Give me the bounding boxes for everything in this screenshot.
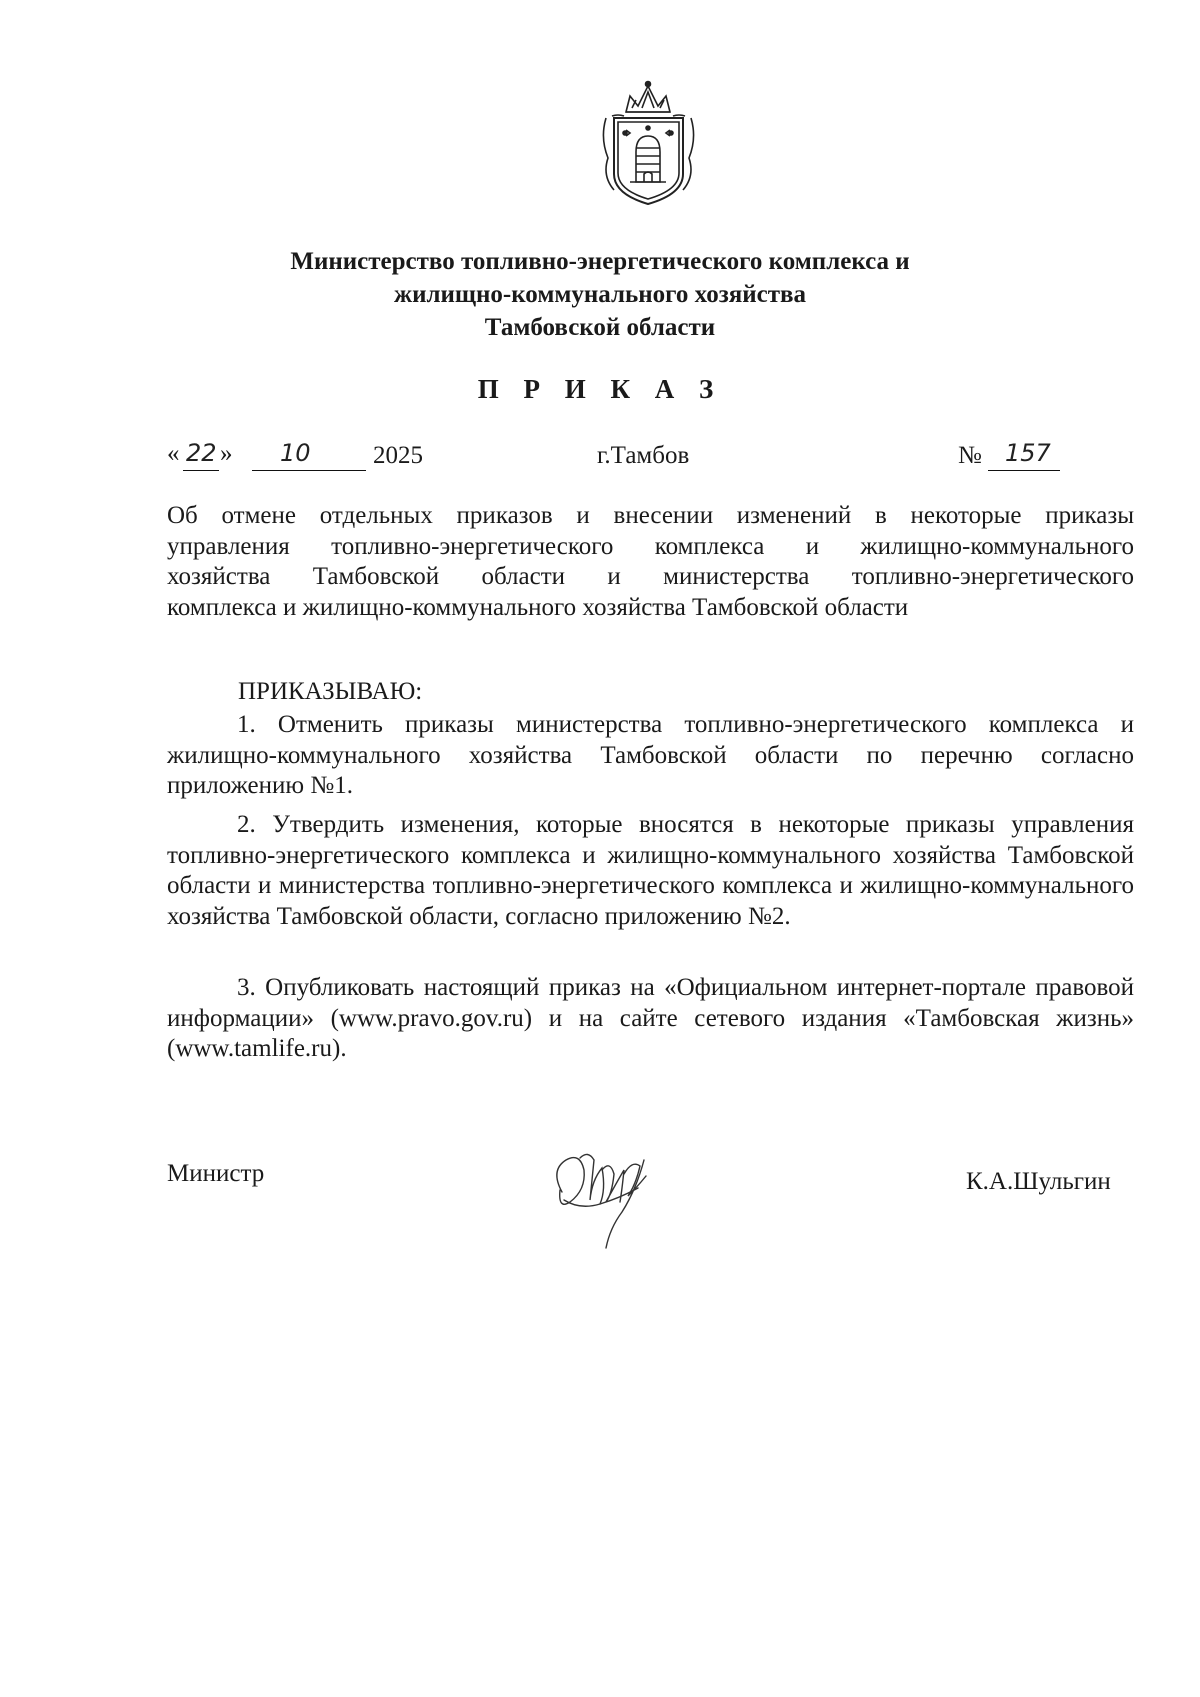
- number-label: №: [958, 442, 982, 469]
- handwritten-signature-icon: [540, 1130, 670, 1260]
- paragraph-1: 1. Отменить приказы министерства топливно-энергетического комплекса и жилищно-коммунального хозяйства Тамбовской области по перечню согласно приложению №1.: [167, 711, 1134, 799]
- document-title: П Р И К А З: [477, 374, 723, 404]
- signatory-position: Министр: [167, 1160, 265, 1187]
- organization-line-1: Министерство топливно-энергетического комплекса и: [290, 248, 910, 275]
- month-underline: [252, 470, 366, 471]
- date-quote-close: »: [220, 440, 233, 467]
- directive-heading: ПРИКАЗЫВАЮ:: [238, 678, 423, 705]
- paragraph-2: 2. Утвердить изменения, которые вносятся в некоторые приказы управления топливно-энергетического комплекса и жилищно-коммунального хозяйства Тамбовской области и министерства топливно-энергетического комплекса и жилищно-коммунального хозяйства Тамбовской области, согласно приложению №2.: [167, 811, 1134, 930]
- order-subject: [167, 501, 1134, 623]
- date-day: 22: [186, 439, 217, 467]
- number-underline: [988, 470, 1060, 471]
- date-year: 2025: [373, 442, 423, 469]
- tambov-coat-of-arms-icon: [596, 78, 701, 213]
- organization-line-3: Тамбовской области: [484, 314, 716, 341]
- subject-line-4: комплекса и жилищно-коммунального хозяйства Тамбовской области: [167, 593, 909, 621]
- date-month: 10: [280, 439, 311, 467]
- organization-heading: [200, 245, 1000, 344]
- order-number: 157: [1005, 439, 1051, 467]
- subject-line-2: управления топливно-энергетического комплекса и жилищно-коммунального: [167, 532, 1134, 560]
- paragraph-3: 3. Опубликовать настоящий приказ на «Официальном интернет-портале правовой информации» (www.pravo.gov.ru) и на сайте сетевого издания «Тамбовская жизнь» (www.tamlife.ru).: [167, 974, 1134, 1062]
- signatory-name: К.А.Шульгин: [966, 1168, 1111, 1195]
- subject-line-3: хозяйства Тамбовской области и министерства топливно-энергетического: [167, 563, 1134, 590]
- date-quote-open: «: [167, 440, 180, 467]
- organization-line-2: жилищно-коммунального хозяйства: [393, 281, 807, 308]
- day-underline: [183, 470, 219, 471]
- subject-line-1: Об отмене отдельных приказов и внесении изменений в некоторые приказы: [167, 502, 1134, 529]
- city: г.Тамбов: [597, 442, 690, 469]
